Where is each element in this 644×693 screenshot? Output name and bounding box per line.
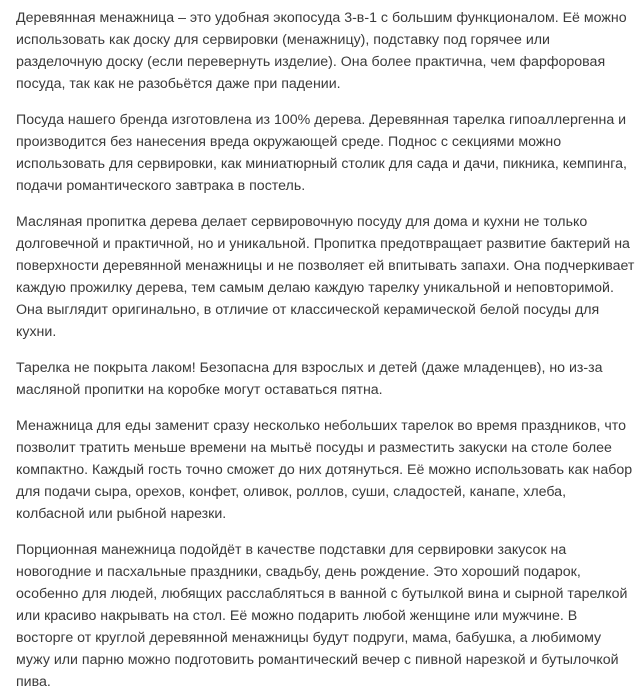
paragraph-no-lacquer: Тарелка не покрыта лаком! Безопасна для взрослых и детей (даже младенцев), но из-за масляной пропитки на коробке могут оставаться пятна.	[16, 360, 603, 398]
paragraph-gift: Порционная манежница подойдёт в качестве подставки для сервировки закусок на новогодние и пасхальные праздники, свадьбу, день рождение. Это хороший подарок, особенно для людей, любящих расслабляться в ванной с бутылкой вина и сырной тарелкой или красиво накрывать на стол. Её можно подарить любой женщине или мужчине. В восторге от круглой деревянной менажницы будут подруги, мама, бабушка, а любимому мужу или парню можно подготовить романтический вечер с пивной нарезкой и бутылочкой пива.	[16, 542, 628, 690]
paragraph-material: Посуда нашего бренда изготовлена из 100% дерева. Деревянная тарелка гипоаллергенна и производится без нанесения вреда окружающей среде. Поднос с секциями можно использовать для сервировки, как миниатюрный столик для сада и дачи, пикника, кемпинга, подачи романтического завтрака в постель.	[16, 112, 627, 194]
paragraph-oil-impregnation: Масляная пропитка дерева делает сервировочную посуду для дома и кухни не только долговечной и практичной, но и уникальной. Пропитка предотвращает развитие бактерий на поверхности деревянной менажницы и не позволяет ей впитывать запахи. Она подчеркивает каждую прожилку дерева, тем самым делаю каждую тарелку уникальной и неповторимой. Она выглядит оригинально, в отличие от классической керамической белой посуды для кухни.	[16, 214, 635, 340]
paragraph-holiday-use: Менажница для еды заменит сразу несколько небольших тарелок во время праздников, что позволит тратить меньше времени на мытьё посуды и разместить закуски на столе более компактно. Каждый гость точно сможет до них дотянуться. Её можно использовать как набор для подачи сыра, орехов, конфет, оливок, роллов, суши, сладостей, канапе, хлеба, колбасной или рыбной нарезки.	[16, 418, 633, 522]
paragraph-intro: Деревянная менажница – это удобная экопосуда 3-в-1 с большим функционалом. Её можно использовать как доску для сервировки (менажницу), подставку под горячее или разделочную доску (если перевернуть изделие). Она более практична, чем фарфоровая посуда, так как не разобьётся даже при падении.	[16, 10, 627, 92]
